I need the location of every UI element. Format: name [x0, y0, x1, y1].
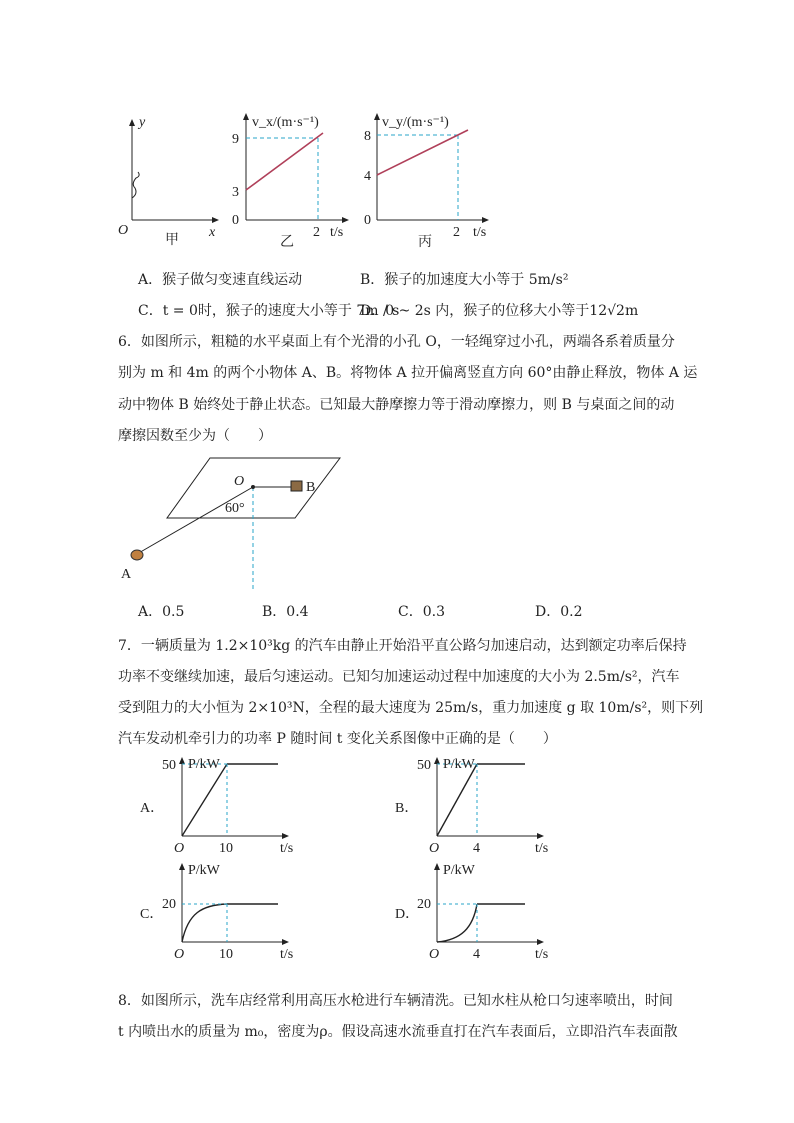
label: A． — [140, 801, 165, 816]
y-axis-label: v_x/(m·s⁻¹) — [252, 115, 319, 130]
caption: 甲 — [165, 233, 179, 248]
label: 20 — [417, 897, 431, 912]
label: 4 — [473, 841, 480, 856]
q5-option-a: A．猴子做匀变速直线运动 — [138, 272, 303, 288]
label: O — [429, 841, 440, 856]
label: P/kW — [443, 863, 475, 878]
ytick: 9 — [232, 132, 239, 147]
q7-text: 7．一辆质量为 1.2×10³kg 的汽车由静止开始沿平直公路匀加速启动，达到额定功率后保持 — [118, 638, 687, 654]
label: t/s — [280, 841, 294, 856]
label: t/s — [535, 947, 549, 962]
graph-a — [140, 752, 310, 857]
x-axis-label: t/s — [473, 225, 487, 240]
ytick: 0 — [364, 213, 371, 228]
label-a: A — [121, 567, 132, 582]
ytick: 8 — [364, 129, 371, 144]
q8-text: 8．如图所示，洗车店经常利用高压水枪进行车辆清洗。已知水柱从枪口匀速率喷出，时间 — [118, 993, 673, 1009]
label: O — [174, 841, 185, 856]
q8-text: t 内喷出水的质量为 m₀，密度为ρ。假设高速水流垂直打在汽车表面后，立即沿汽车表面散 — [118, 1024, 678, 1040]
y-axis-label: v_y/(m·s⁻¹) — [382, 115, 449, 130]
label-b: B — [306, 480, 316, 495]
q7-text: 功率不变继续加速，最后匀速运动。已知匀加速运动过程中加速度的大小为 2.5m/s²，汽车 — [118, 669, 680, 685]
label: 10 — [219, 947, 233, 962]
y-axis-label: y — [139, 115, 146, 130]
ball-a — [131, 550, 143, 560]
label: P/kW — [443, 757, 475, 772]
graph-d — [395, 858, 565, 963]
figure-yi — [228, 108, 348, 248]
q5-option-b: B．猴子的加速度大小等于 5m/s² — [360, 272, 569, 288]
label: P/kW — [188, 757, 220, 772]
xtick: 2 — [453, 225, 460, 240]
label: t/s — [535, 841, 549, 856]
q6-option-d: D．0.2 — [535, 604, 583, 620]
xtick: 2 — [313, 225, 320, 240]
q6-text: 6．如图所示，粗糙的水平桌面上有个光滑的小孔 O，一轻绳穿过小孔，两端各系着质量分 — [118, 334, 675, 350]
label: 20 — [162, 897, 176, 912]
q6-text: 别为 m 和 4m 的两个小物体 A、B。将物体 A 拉开偏离竖直方向 60°由静止释放，物体 A 运 — [118, 365, 698, 381]
vy-line — [377, 130, 468, 175]
q7-text: 受到阻力的大小恒为 2×10³N，全程的最大速度为 25m/s，重力加速度 g 取 10m/s²，则下列 — [118, 700, 704, 716]
x-axis-label: x — [209, 225, 216, 240]
block-b — [291, 481, 302, 491]
q6-text: 摩擦因数至少为（ ） — [118, 428, 272, 444]
q7-text: 汽车发动机牵引力的功率 P 随时间 t 变化关系图像中正确的是（ ） — [118, 731, 557, 747]
q6-figure — [121, 450, 355, 595]
figure-bing — [360, 108, 490, 248]
label: O — [174, 947, 185, 962]
q5-option-c: C．t = 0时，猴子的速度大小等于 7m / s — [138, 303, 400, 319]
q6-option-a: A．0.5 — [138, 604, 185, 620]
label: B． — [395, 801, 419, 816]
ytick: 3 — [232, 185, 239, 200]
x-axis-label: t/s — [330, 225, 344, 240]
graph-b — [395, 752, 565, 857]
monkey-icon — [132, 172, 139, 198]
label: 50 — [417, 758, 431, 773]
label: 10 — [219, 841, 233, 856]
label-o: O — [234, 474, 245, 489]
label: 4 — [473, 947, 480, 962]
ytick: 0 — [232, 213, 239, 228]
ytick: 4 — [364, 169, 371, 184]
q6-option-b: B．0.4 — [262, 604, 309, 620]
origin-label: O — [118, 223, 129, 238]
label: D． — [395, 907, 420, 922]
q6-text: 动中物体 B 始终处于静止状态。已知最大静摩擦力等于滑动摩擦力，则 B 与桌面之间的动 — [118, 397, 675, 413]
figure-jia — [115, 108, 225, 248]
graph-c — [140, 858, 310, 963]
label: 50 — [162, 758, 176, 773]
caption: 丙 — [418, 235, 432, 250]
vx-line — [246, 133, 323, 190]
q5-option-d: D．0 ~ 2s 内，猴子的位移大小等于12√2m — [360, 303, 639, 319]
label: O — [429, 947, 440, 962]
label: C． — [140, 907, 164, 922]
caption: 乙 — [280, 235, 294, 250]
angle-label: 60° — [225, 501, 245, 516]
label: t/s — [280, 947, 294, 962]
label: P/kW — [188, 863, 220, 878]
q6-option-c: C．0.3 — [398, 604, 445, 620]
